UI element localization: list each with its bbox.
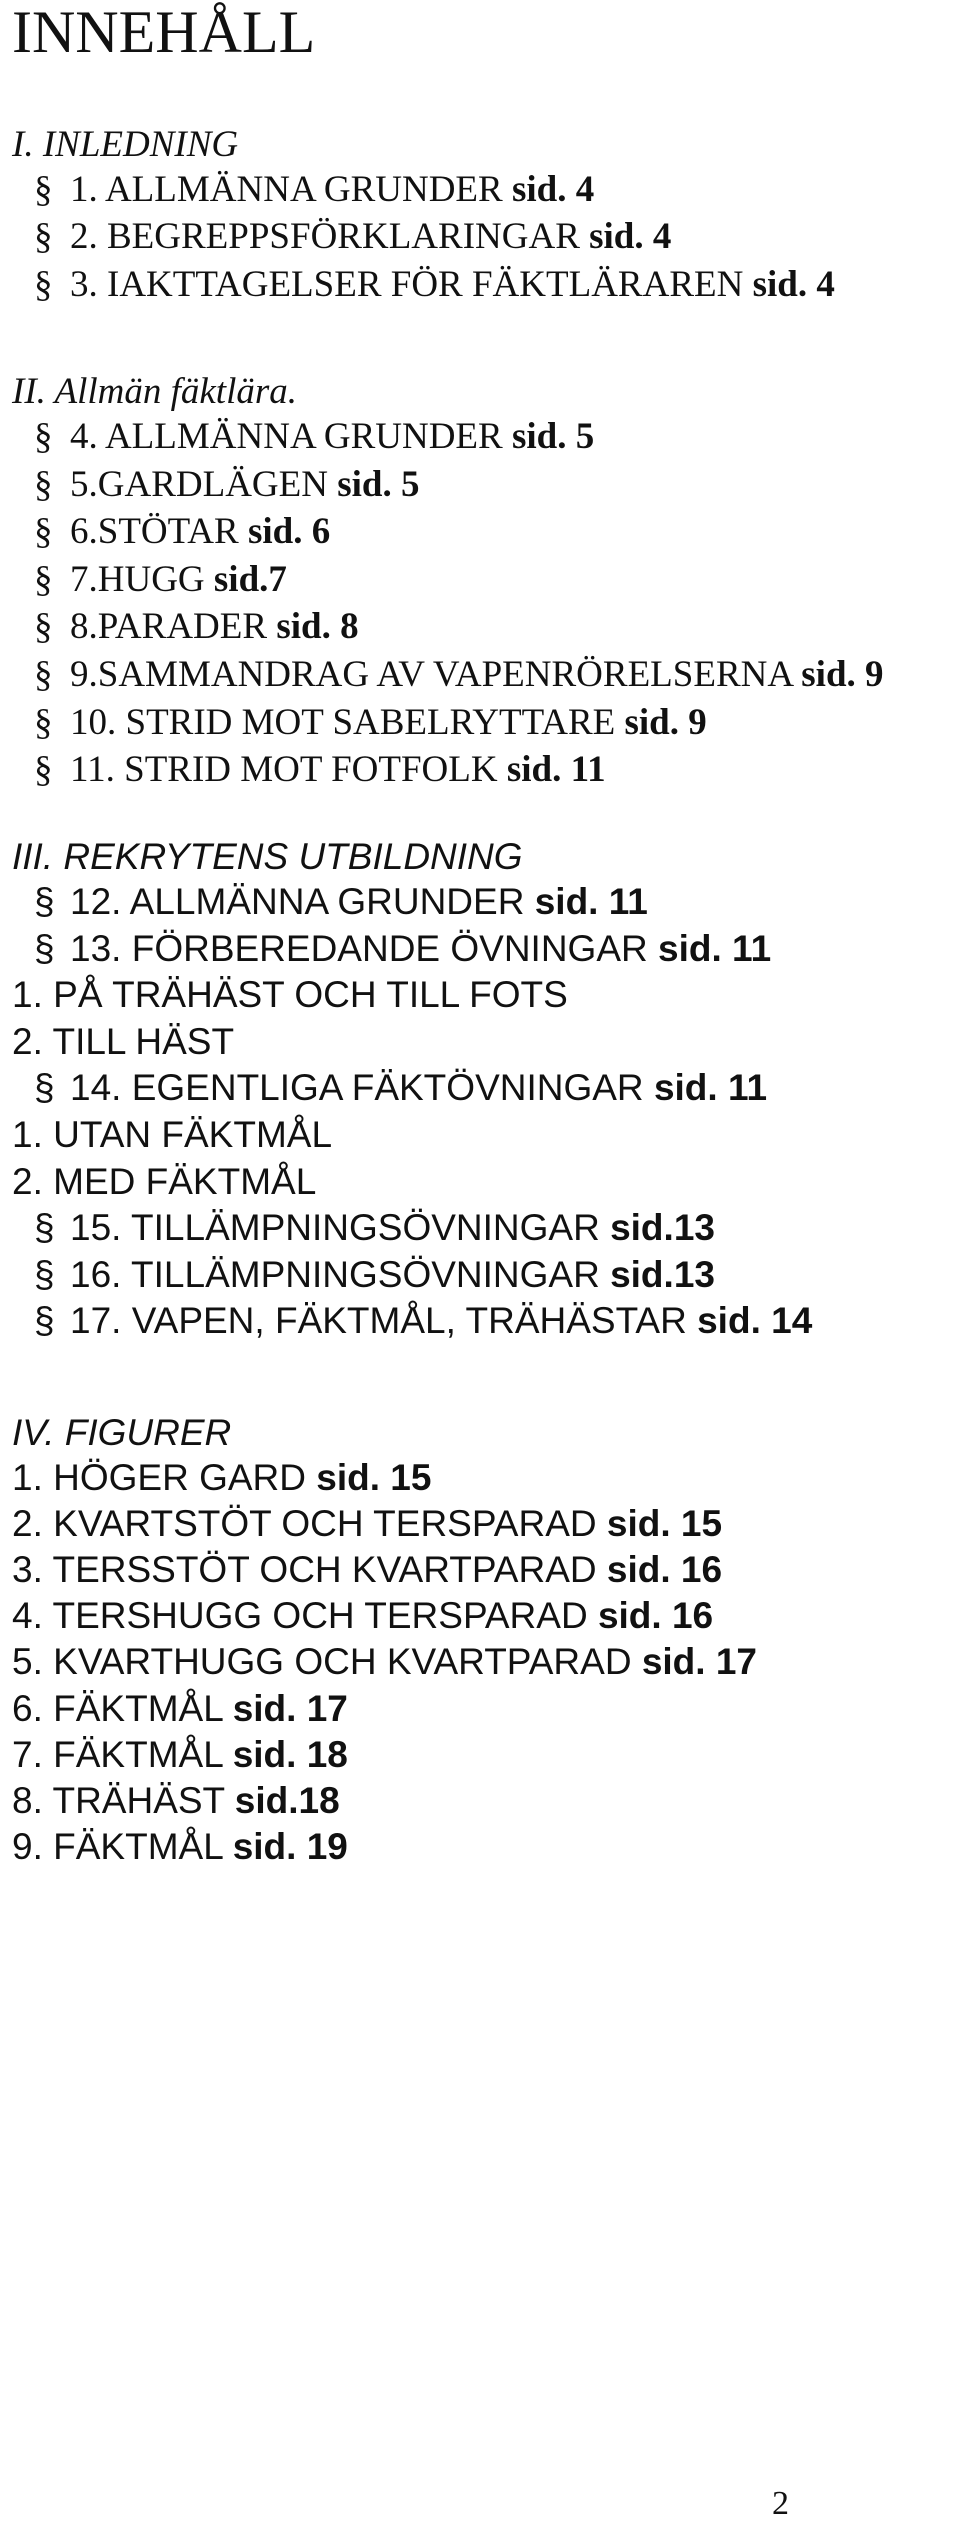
toc-entry-text: 1. ALLMÄNNA GRUNDER (70, 169, 512, 210)
toc-entry (12, 263, 835, 307)
toc-entry-page: sid. 16 (597, 1595, 714, 1637)
toc-entry-page: sid. 19 (232, 1825, 348, 1867)
toc-entry-page: sid. 4 (511, 169, 595, 210)
toc-entry-page: sid. 18 (232, 1733, 348, 1775)
toc-entry-text: 11. STRID MOT FOTFOLK (70, 749, 507, 791)
toc-entry (12, 1548, 722, 1592)
toc-entry-text: 1. UTAN FÄKTMÅL (12, 1114, 333, 1155)
document-title: INNEHÅLL (12, 0, 316, 65)
toc-entry (12, 1253, 715, 1297)
toc-entry (12, 1160, 316, 1204)
toc-entry (12, 1066, 767, 1110)
toc-entry-text: 7. FÄKTMÅL (12, 1733, 233, 1775)
toc-entry-text: 7.HUGG (70, 558, 214, 600)
toc-entry-page: sid. 16 (606, 1549, 723, 1591)
toc-entry-text: 9. FÄKTMÅL (12, 1825, 233, 1867)
toc-entry-page: sid. 15 (316, 1457, 432, 1498)
toc-entry (12, 415, 594, 459)
section-heading: II. Allmän fäktlära. (12, 371, 298, 412)
paragraph-mark: § (34, 927, 55, 969)
toc-entry-page: sid. 11 (658, 927, 772, 969)
toc-entry (12, 748, 606, 792)
toc-entry-text: 8. TRÄHÄST (12, 1779, 235, 1821)
toc-entry-text: 15. TILLÄMPNINGSÖVNINGAR (70, 1207, 611, 1249)
toc-entry-page: sid. 6 (247, 511, 331, 553)
paragraph-mark: § (34, 416, 53, 457)
toc-entry-text: 13. FÖRBEREDANDE ÖVNINGAR (70, 927, 659, 969)
toc-entry-page: sid. 5 (511, 416, 595, 457)
toc-entry-page: sid. 17 (641, 1641, 758, 1683)
toc-entry-page: sid. 5 (337, 463, 420, 505)
paragraph-mark: § (34, 606, 53, 648)
toc-entry (12, 1020, 234, 1064)
toc-entry-page: sid. 9 (801, 654, 884, 695)
toc-entry (12, 973, 568, 1017)
paragraph-mark: § (34, 654, 53, 695)
toc-entry-text: 6. FÄKTMÅL (12, 1687, 233, 1729)
toc-entry-page: sid. 9 (624, 701, 707, 743)
toc-entry-text: 17. VAPEN, FÄKTMÅL, TRÄHÄSTAR (70, 1300, 698, 1342)
toc-entry-page: sid.18 (234, 1779, 340, 1821)
section-heading: I. INLEDNING (12, 124, 239, 165)
toc-entry-text: 1. HÖGER GARD (12, 1457, 317, 1498)
toc-entry (12, 1687, 348, 1731)
toc-entry-page: sid.13 (610, 1207, 715, 1249)
toc-entry (12, 1456, 431, 1500)
toc-entry-page: sid. 8 (276, 606, 359, 648)
paragraph-mark: § (34, 749, 53, 791)
paragraph-mark: § (34, 511, 53, 553)
toc-entry-text: 10. STRID MOT SABELRYTTARE (70, 701, 625, 743)
toc-entry-page: sid.7 (213, 558, 287, 600)
toc-entry-text: 9.SAMMANDRAG AV VAPENRÖRELSERNA (70, 654, 802, 695)
paragraph-mark: § (34, 1067, 55, 1109)
toc-entry-text: 2. MED FÄKTMÅL (12, 1160, 317, 1202)
toc-entry (12, 463, 419, 507)
paragraph-mark: § (34, 1207, 55, 1249)
toc-entry-page: sid. 11 (506, 749, 606, 791)
paragraph-mark: § (34, 1300, 55, 1342)
paragraph-mark: § (34, 1253, 55, 1295)
toc-entry-text: 16. TILLÄMPNINGSÖVNINGAR (70, 1253, 611, 1295)
toc-entry (12, 1206, 715, 1250)
toc-entry (12, 1299, 812, 1343)
toc-entry-text: 12. ALLMÄNNA GRUNDER (70, 881, 535, 922)
toc-entry (12, 168, 594, 212)
toc-entry (12, 1733, 348, 1777)
toc-entry-text: 4. ALLMÄNNA GRUNDER (70, 416, 512, 457)
toc-entry (12, 1113, 332, 1157)
toc-entry (12, 880, 648, 924)
toc-entry (12, 1502, 722, 1546)
toc-entry-text: 14. EGENTLIGA FÄKTÖVNINGAR (70, 1067, 654, 1109)
toc-entry-text: 8.PARADER (70, 606, 277, 648)
toc-entry-page: sid.13 (610, 1253, 715, 1295)
toc-entry-page: sid. 11 (653, 1067, 768, 1109)
toc-entry-text: 3. IAKTTAGELSER FÖR FÄKTLÄRAREN (70, 263, 753, 305)
toc-entry-text: 4. TERSHUGG OCH TERSPARAD (12, 1595, 598, 1637)
paragraph-mark: § (34, 881, 55, 922)
toc-entry-page: sid. 17 (232, 1687, 348, 1729)
toc-entry-page: sid. 4 (752, 263, 835, 305)
section-heading: IV. FIGURER (12, 1412, 232, 1453)
toc-entry-text: 5.GARDLÄGEN (70, 463, 338, 505)
toc-entry-page: sid. 4 (589, 216, 672, 258)
toc-entry-page: sid. 15 (606, 1503, 723, 1545)
paragraph-mark: § (34, 263, 53, 305)
toc-entry (12, 605, 359, 649)
toc-entry-text: 2. KVARTSTÖT OCH TERSPARAD (12, 1503, 607, 1545)
toc-entry-text: 6.STÖTAR (70, 511, 248, 553)
toc-entry-text: 2. BEGREPPSFÖRKLARINGAR (70, 216, 590, 258)
toc-entry-text: 1. PÅ TRÄHÄST OCH TILL FOTS (12, 974, 568, 1016)
toc-entry (12, 653, 884, 697)
toc-entry-text: 2. TILL HÄST (12, 1020, 235, 1062)
paragraph-mark: § (34, 169, 53, 210)
toc-entry (12, 701, 707, 745)
toc-entry (12, 1640, 757, 1684)
toc-entry (12, 215, 671, 259)
toc-entry-page: sid. 11 (534, 881, 648, 922)
paragraph-mark: § (34, 216, 53, 258)
paragraph-mark: § (34, 558, 53, 600)
toc-entry (12, 558, 287, 602)
page-number: 2 (772, 2485, 789, 2522)
toc-entry (12, 1594, 713, 1638)
toc-entry (12, 1825, 348, 1869)
toc-entry-text: 3. TERSSTÖT OCH KVARTPARAD (12, 1549, 607, 1591)
paragraph-mark: § (34, 463, 53, 505)
paragraph-mark: § (34, 701, 53, 743)
toc-entry (12, 510, 330, 554)
toc-entry (12, 927, 771, 971)
toc-entry-page: sid. 14 (697, 1300, 813, 1342)
toc-entry-text: 5. KVARTHUGG OCH KVARTPARAD (12, 1641, 642, 1683)
section-heading: III. REKRYTENS UTBILDNING (12, 836, 523, 877)
toc-entry (12, 1779, 340, 1823)
